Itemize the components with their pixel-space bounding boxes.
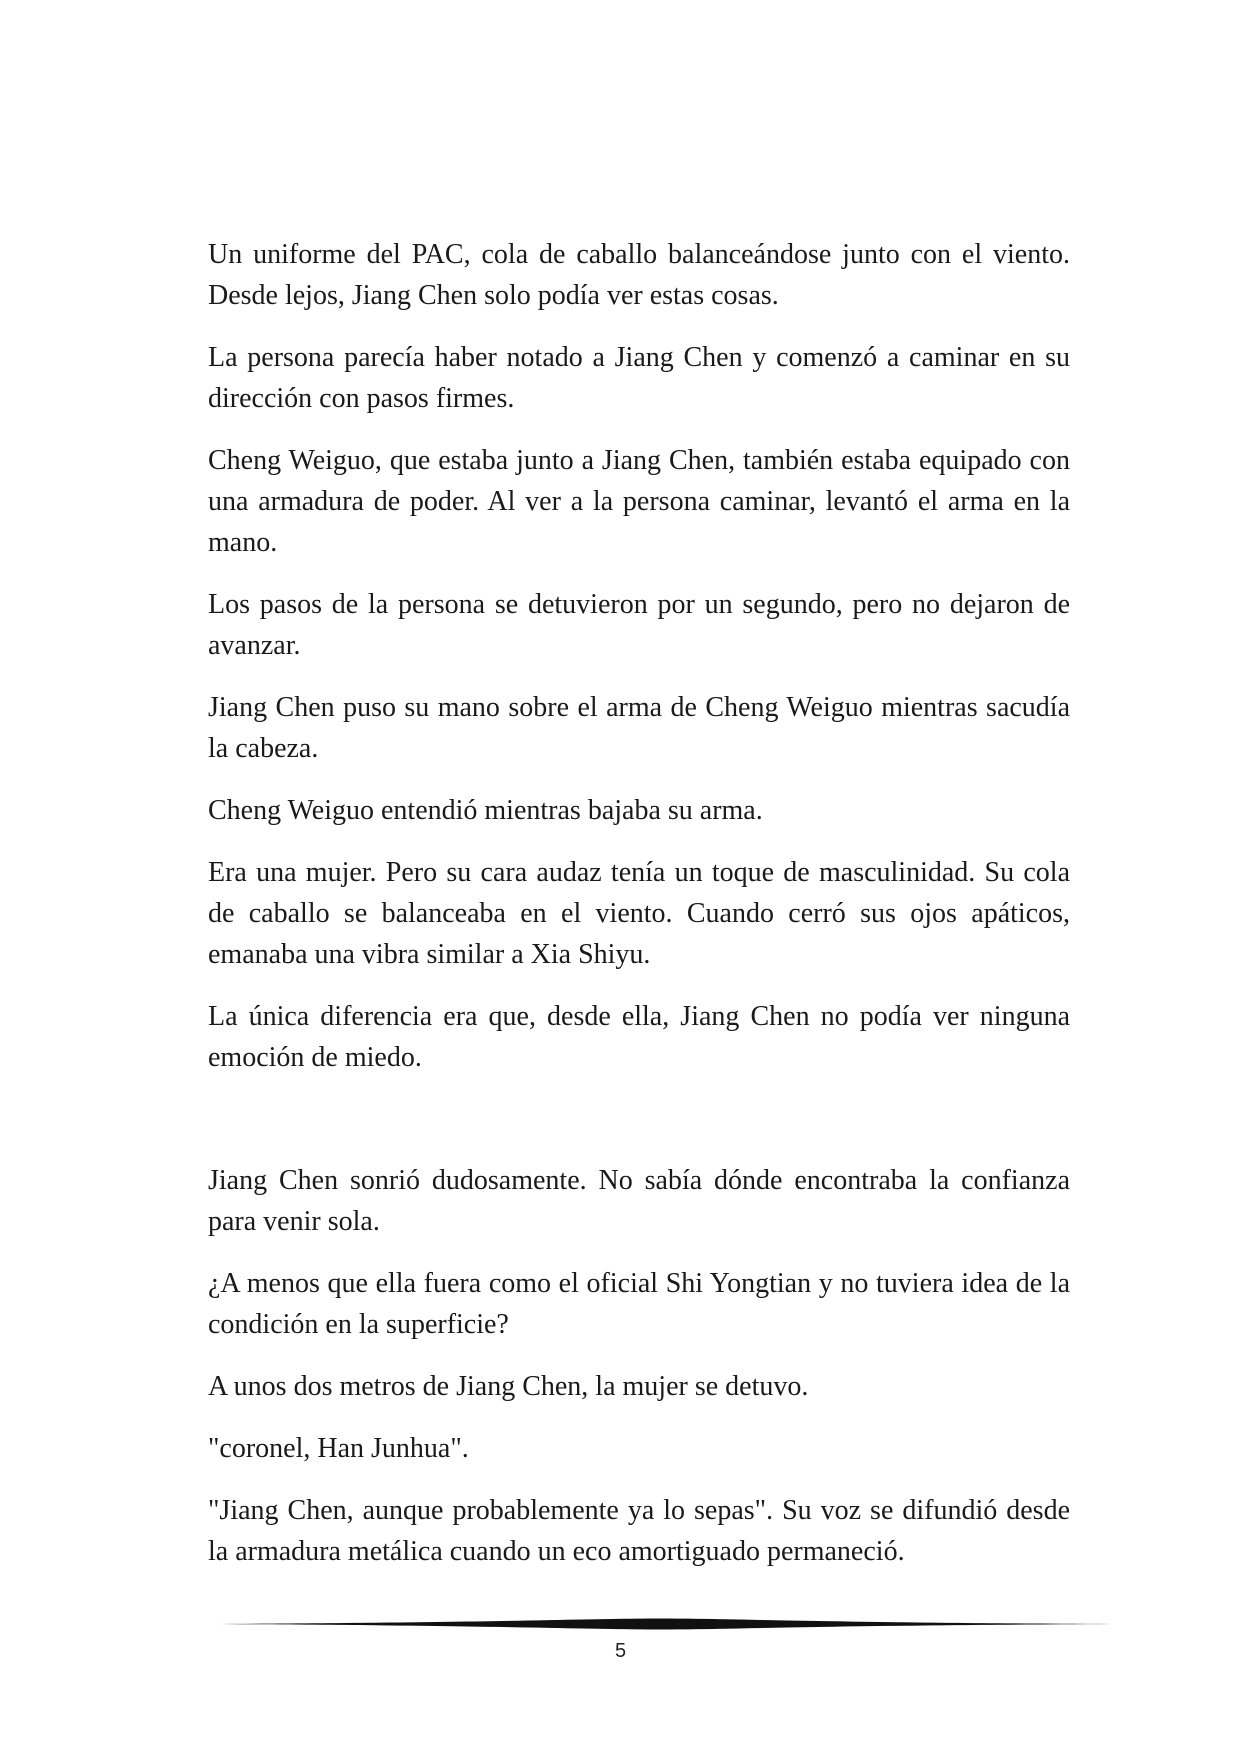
paragraph: Los pasos de la persona se detuvieron por un segundo, pero no dejaron de avanzar. [208,589,1070,661]
paragraph: "Jiang Chen, aunque probablemente ya lo sepas". Su voz se difundió desde la armadura metálica cuando un eco amortiguado permaneció. [208,1495,1070,1567]
paragraph: La persona parecía haber notado a Jiang Chen y comenzó a caminar en su dirección con pasos firmes. [208,342,1070,414]
paragraph: Era una mujer. Pero su cara audaz tenía un toque de masculinidad. Su cola de caballo se balanceaba en el viento. Cuando cerró sus ojos apáticos, emanaba una vibra similar a Xia Shiyu. [208,857,1070,970]
paragraph: "coronel, Han Junhua". [208,1433,469,1464]
scene-break [208,1099,1070,1160]
paragraph: A unos dos metros de Jiang Chen, la mujer se detuvo. [208,1371,809,1402]
paragraph: Cheng Weiguo entendió mientras bajaba su arma. [208,795,763,826]
paragraph: Jiang Chen sonrió dudosamente. No sabía dónde encontraba la confianza para venir sola. [208,1165,1070,1237]
paragraph: Jiang Chen puso su mano sobre el arma de Cheng Weiguo mientras sacudía la cabeza. [208,692,1070,764]
paragraph: ¿A menos que ella fuera como el oficial Shi Yongtian y no tuviera idea de la condición en la superficie? [208,1268,1070,1340]
paragraph: Un uniforme del PAC, cola de caballo balanceándose junto con el viento. Desde lejos, Jiang Chen solo podía ver estas cosas. [208,239,1070,311]
paragraph: La única diferencia era que, desde ella, Jiang Chen no podía ver ninguna emoción de miedo. [208,1001,1070,1073]
page-number: 5 [614,1640,627,1662]
paragraph: Cheng Weiguo, que estaba junto a Jiang Chen, también estaba equipado con una armadura de poder. Al ver a la persona caminar, levantó el arma en la mano. [208,445,1070,558]
footer-divider [208,1617,1112,1631]
body-text [208,234,1070,1593]
